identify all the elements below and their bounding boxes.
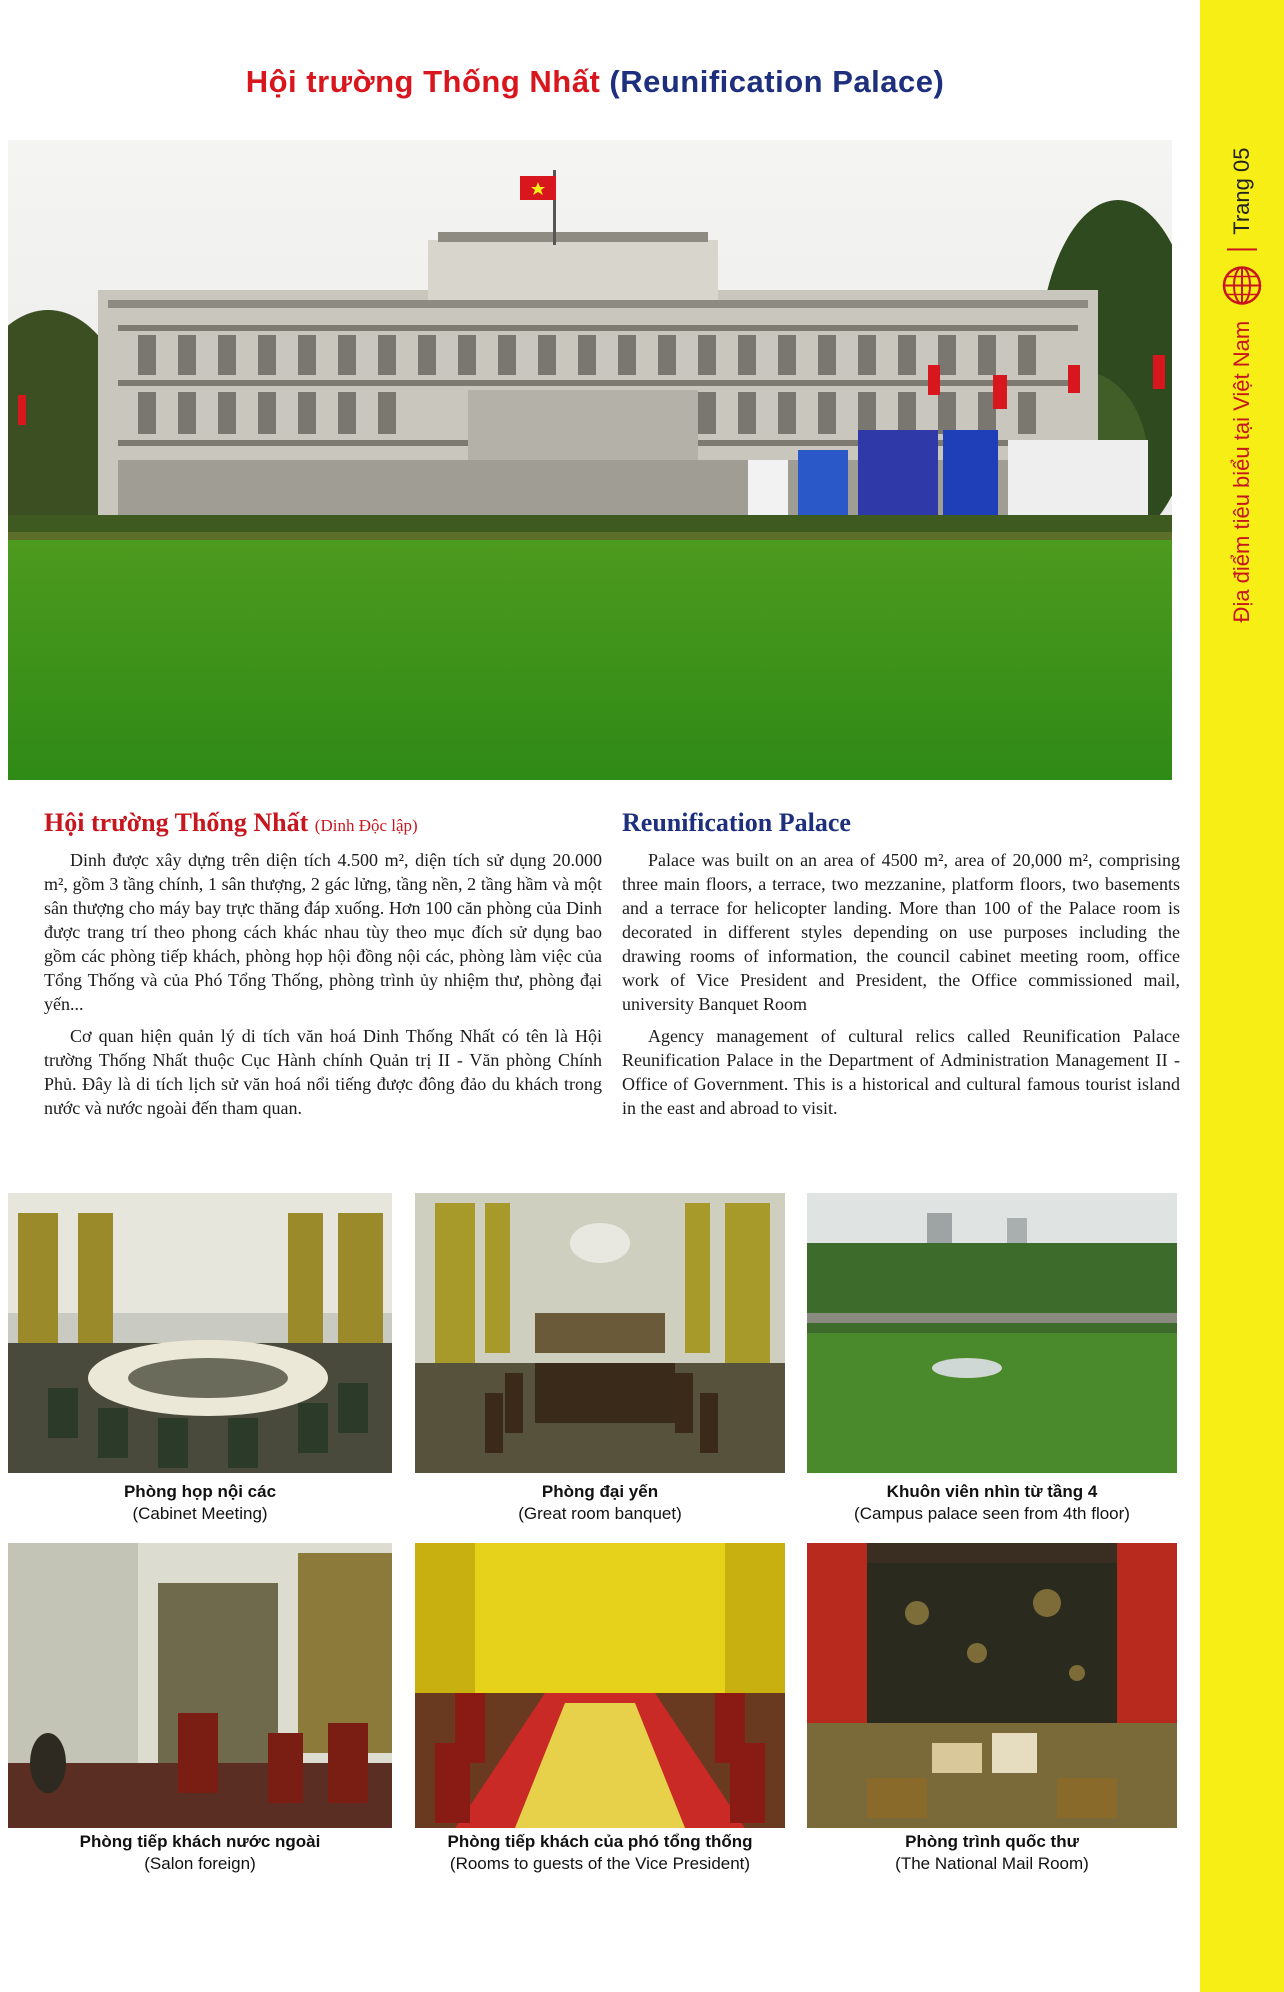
palace-photo [8,140,1172,780]
caption-en: (Rooms to guests of the Vice President) [449,1854,751,1873]
article-en-paragraph: Palace was built on an area of 4500 m², area of 20,000 m², comprising three main floors, a terrace, two mezzanine, platform floors, two basements and a terrace for helicopter landing. More than 100 of the Palace room is decorated in different styles depending on use purposes including the drawing rooms of information, the council cabinet meeting room, office work of Vice President and President, the Office commissioned mail, university Banquet Room [622,850,1180,1014]
caption-vi: Phòng họp nội các [123,1482,277,1501]
gallery-caption [807,1831,1177,1875]
campus-view-photo [807,1193,1177,1473]
great-banquet-photo [415,1193,785,1473]
article-vi-heading-main: Hội trường Thống Nhất [44,808,309,837]
article-vi-heading [44,808,602,838]
gallery-caption [415,1481,785,1525]
side-tab [1200,0,1284,1992]
cabinet-meeting-photo [8,1193,392,1473]
caption-vi: Khuôn viên nhìn từ tầng 4 [886,1482,1098,1501]
title-english: (Reunification Palace) [609,64,945,99]
article-vi-paragraph: Cơ quan hiện quản lý di tích văn hoá Dinh Thống Nhất có tên là Hội trường Thống Nhất thuộc Cục Hành chính Quản trị II - Văn phòng Chính Phủ. Đây là di tích lịch sử văn hoá nổi tiếng được đông đảo du khách trong nước và nước ngoài đến tham quan. [44,1026,602,1118]
gallery-caption [8,1831,392,1875]
gallery-caption [807,1481,1177,1525]
article-en-paragraph: Agency management of cultural relics called Reunification Palace Reunification Palace in the Department of Administration Management II - Office of Government. This is a historical and cultural famous tourist island in the east and abroad to visit. [622,1026,1180,1118]
caption-en: (Campus palace seen from 4th floor) [854,1504,1130,1523]
caption-vi: Phòng đại yến [541,1482,659,1501]
article-english [622,808,1180,1128]
vice-president-salon-photo [415,1543,785,1828]
gallery-caption [8,1481,392,1525]
caption-en: (Salon foreign) [144,1854,256,1873]
page-title [0,64,1190,100]
caption-en: (Great room banquet) [518,1504,682,1523]
caption-vi: Phòng tiếp khách nước ngoài [79,1832,321,1851]
salon-foreign-photo [8,1543,392,1828]
caption-en: (The National Mail Room) [895,1854,1089,1873]
caption-vi: Phòng tiếp khách của phó tổng thống [447,1832,753,1851]
title-vietnamese: Hội trường Thống Nhất [245,64,601,99]
national-mail-room-photo [807,1543,1177,1828]
globe-icon [1221,265,1263,307]
article-vietnamese [44,808,602,1128]
page-number: Trang 05 [1229,147,1254,235]
article-en-heading: Reunification Palace [622,808,851,837]
gallery-caption [415,1831,785,1875]
article-vi-paragraph: Dinh được xây dựng trên diện tích 4.500 m², diện tích sử dụng 20.000 m², gồm 3 tầng chính, 1 sân thượng, 2 gác lửng, tầng nền, 2 tầng hầm và một sân thượng cho máy bay trực thăng đáp xuống. Hơn 100 căn phòng của Dinh được trang trí theo phong cách khác nhau tùy theo mục đích sử dụng bao gồm các phòng tiếp khách, phòng họp hội đồng nội các, phòng làm việc của Tổng Thống và của Phó Tổng Thống, phòng trình ủy nhiệm thư, phòng đại yến... [44,850,602,1014]
caption-en: (Cabinet Meeting) [132,1504,268,1523]
side-tab-label [1221,148,1263,623]
tab-divider [1227,249,1257,251]
series-label: Địa điểm tiêu biểu tại Việt Nam [1229,320,1254,623]
article-vi-heading-sub: (Dinh Độc lập) [314,816,418,835]
caption-vi: Phòng trình quốc thư [905,1832,1079,1851]
